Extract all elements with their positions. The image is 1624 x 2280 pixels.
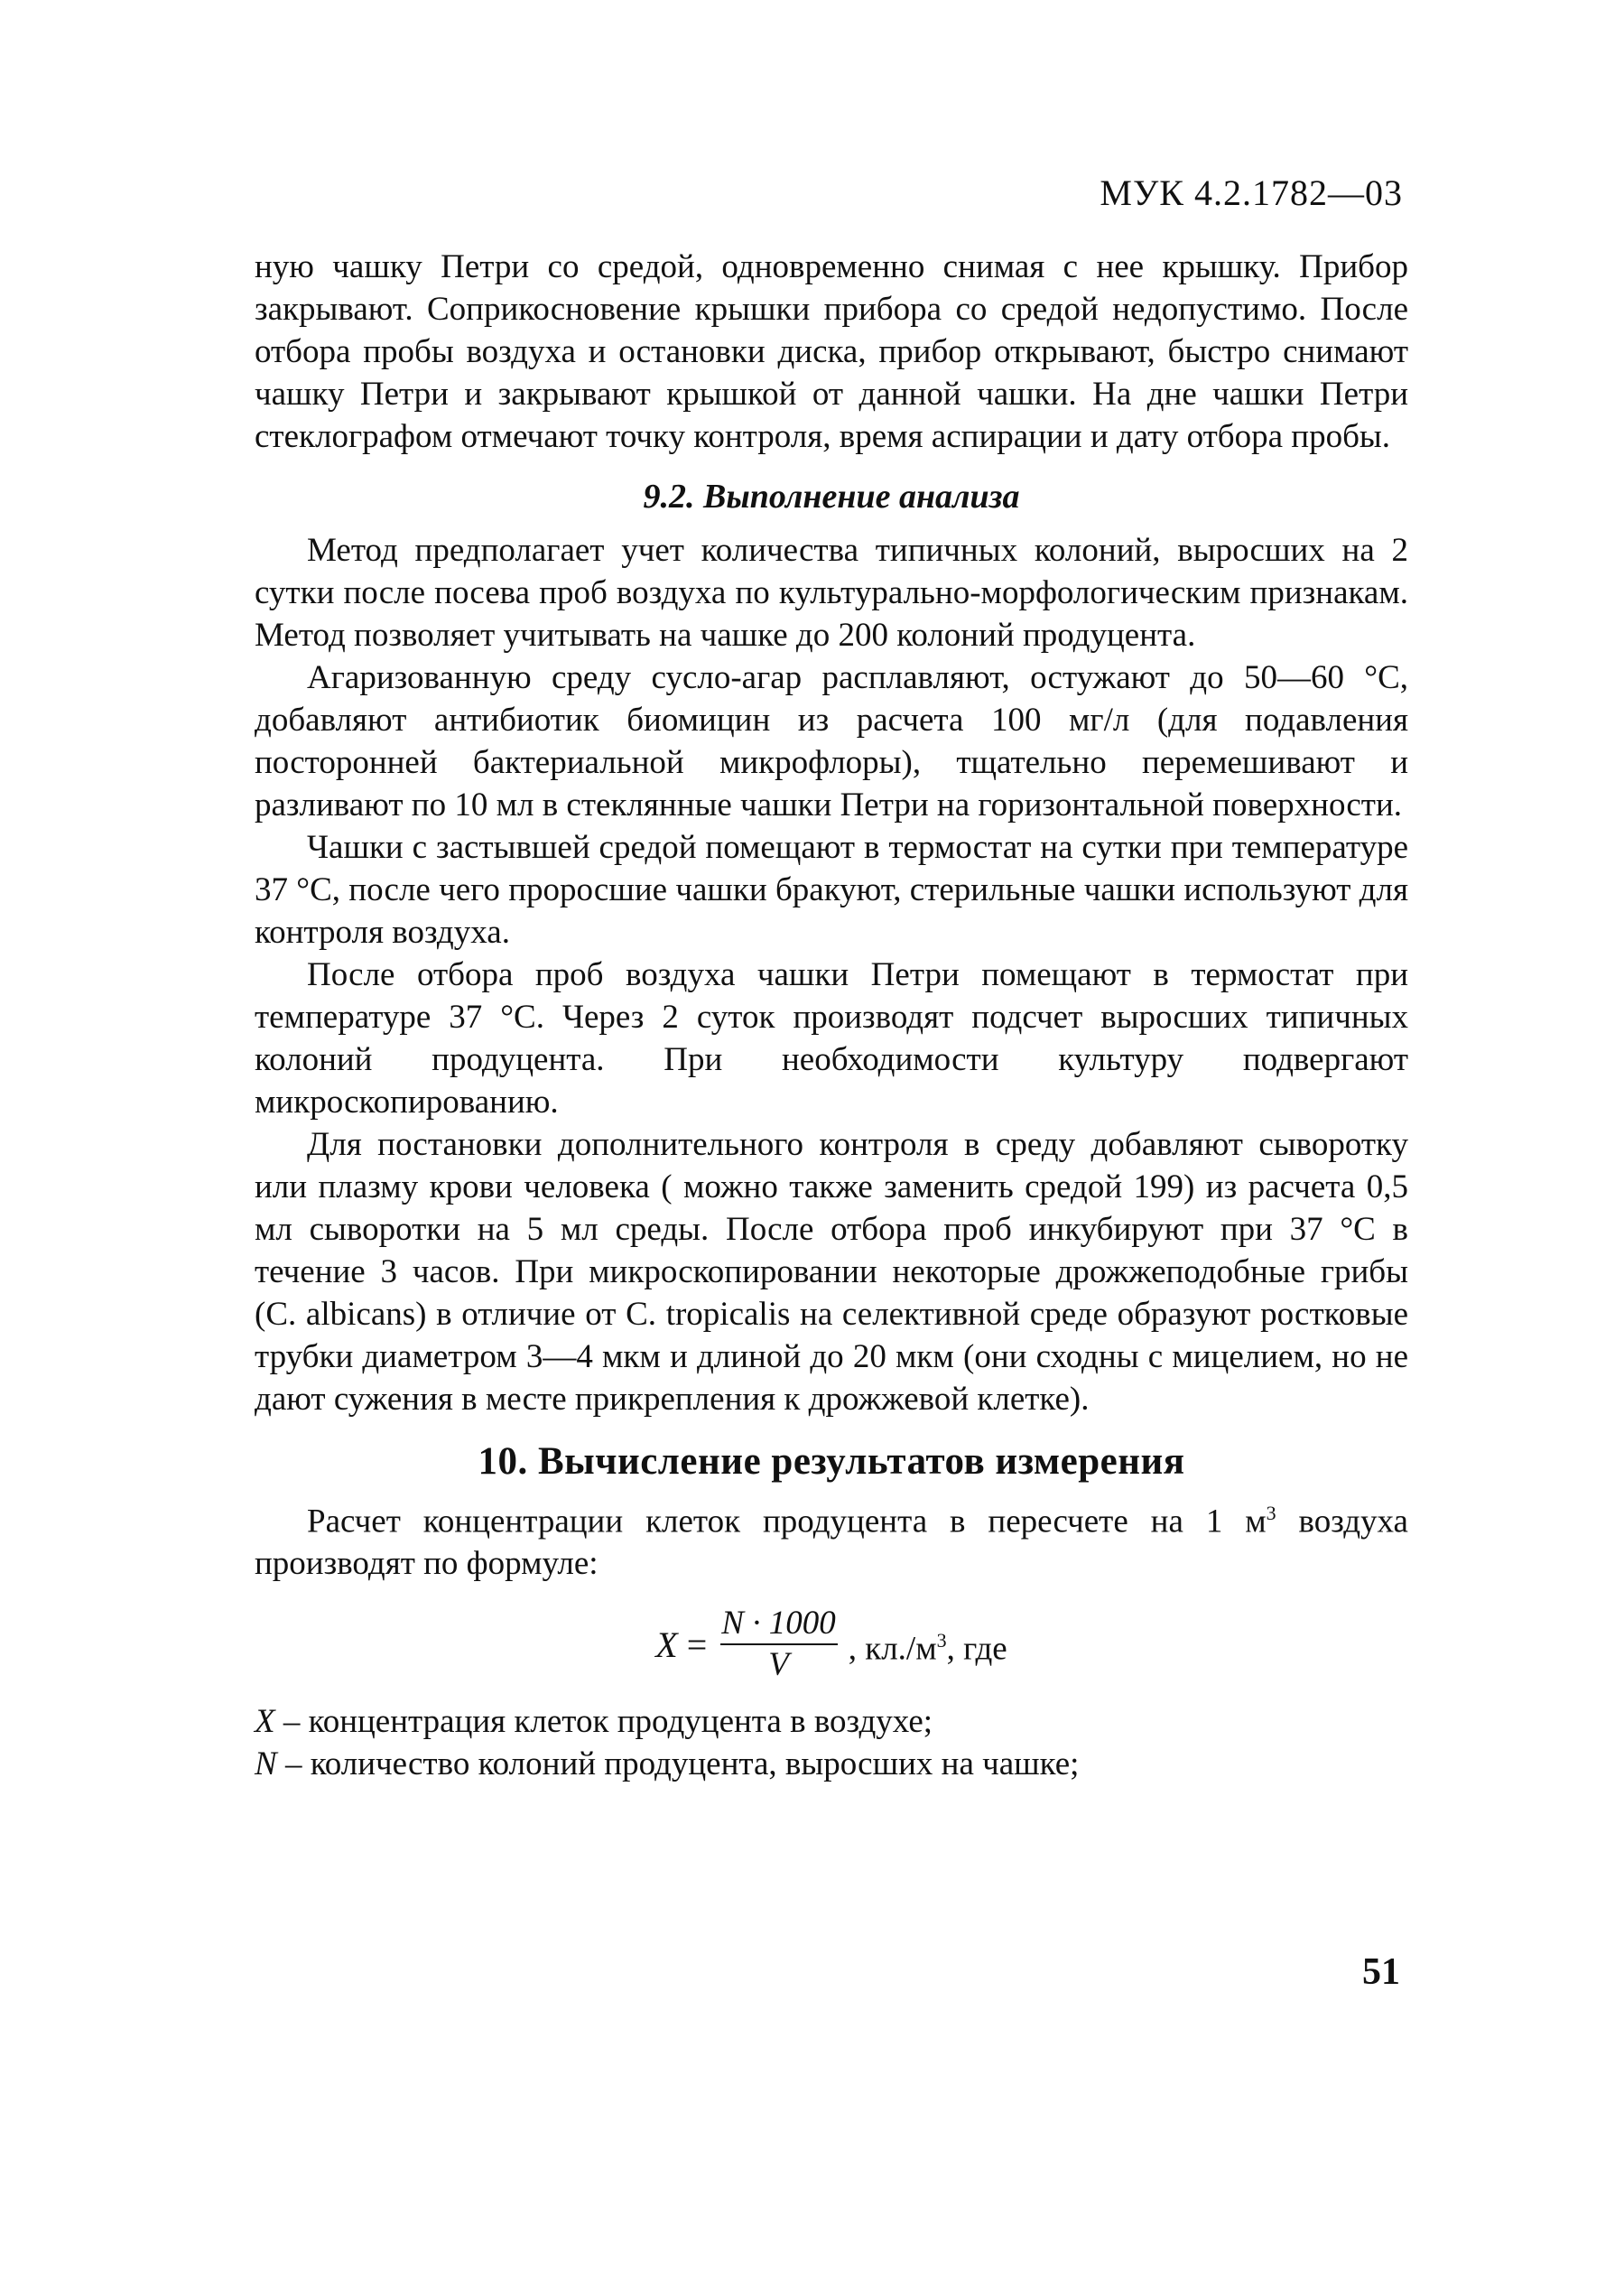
document-code-header: МУК 4.2.1782—03 (1100, 172, 1403, 213)
paragraph-additional-control: Для постановки дополнительного контроля в среду добавляют сыворотку или плазму крови человека ( можно также заменить средой 199) из расчета 0,5 мл сыворотки на 5 мл среды. После отбора проб инкубируют при 37 °С в течение 3 часов. При микроскопировании некоторые дрожжеподобные грибы (С. albicans) в отличие от С. tropicalis на селективной среде образуют ростковые трубки диаметром 3—4 мкм и длиной до 20 мкм (они сходны с мицелием, но не дают сужения в месте прикрепления к дрожжевой клетке). (255, 1126, 1408, 1418)
formula-equals: = (686, 1624, 708, 1665)
formula (255, 1597, 1408, 1691)
subsection-title: 9.2. Выполнение анализа (643, 478, 1020, 516)
definition-x (255, 1700, 1408, 1743)
paragraph-incubation: После отбора проб воздуха чашки Петри помещают в термостат при температуре 37 °С. Через 2 суток производят подсчет выросших типичных колоний продуцента. При необходимости культуру подвергают микроскопированию. (255, 956, 1408, 1121)
definition-x-symbol: X (255, 1703, 275, 1741)
paragraph-continuation: ную чашку Петри со средой, одновременно снимая с нее крышку. Прибор закрывают. Соприкосновение крышки прибора со средой недопустимо. После отбора пробы воздуха и остановки диска, прибор открывают, быстро снимают чашку Петри и закрывают крышкой от данной чашки. На дне чашки Петри стеклографом отмечают точку контроля, время аспирации и дату отбора пробы. (255, 248, 1408, 455)
calc-intro-after: воздуха производят по формуле: (255, 1503, 1408, 1583)
formula-lhs: X (655, 1624, 678, 1665)
formula-units-sup: 3 (936, 1629, 947, 1652)
definition-n-symbol: N (255, 1745, 277, 1783)
formula-units-before: , кл./м (848, 1630, 937, 1668)
body-text (255, 246, 1408, 1785)
definition-n-text: – количество колоний продуцента, выросших на чашке; (276, 1745, 1080, 1783)
calc-intro-sup: 3 (1266, 1502, 1276, 1524)
formula-fraction (716, 1604, 840, 1685)
calc-intro-before: Расчет концентрации клеток продуцента в пересчете на 1 м (307, 1503, 1267, 1540)
paragraph-dishes: Чашки с застывшей средой помещают в термостат на сутки при температуре 37 °С, после чего проросшие чашки бракуют, стерильные чашки используют для контроля воздуха. (255, 829, 1408, 951)
paragraph-calc-intro (255, 1492, 1408, 1585)
formula-numerator-text: N · 1000 (721, 1605, 836, 1643)
paragraph-agar: Агаризованную среду сусло-агар расплавляют, остужают до 50—60 °С, добавляют антибиотик биомицин из расчета 100 мг/л (для подавления посторонней бактериальной микрофлоры), тщательно перемешивают и разливают по 10 мл в стеклянные чашки Петри на горизонтальной поверхности. (255, 659, 1408, 824)
formula-denominator: V (768, 1646, 789, 1684)
paragraph-method: Метод предполагает учет количества типичных колоний, выросших на 2 сутки после посева проб воздуха по культурально-морфологическим признакам. Метод позволяет учитывать на чашке до 200 колоний продуцента. (255, 532, 1408, 654)
definition-n (255, 1743, 1408, 1785)
formula-units (849, 1619, 1007, 1670)
page-number: 51 (1362, 1951, 1400, 1993)
section-title: 10. Вычисление результатов измерения (478, 1440, 1185, 1483)
formula-units-after: , где (946, 1630, 1007, 1668)
definition-x-text: – концентрация клеток продуцента в воздухе; (274, 1703, 933, 1741)
formula-numerator (716, 1604, 840, 1643)
